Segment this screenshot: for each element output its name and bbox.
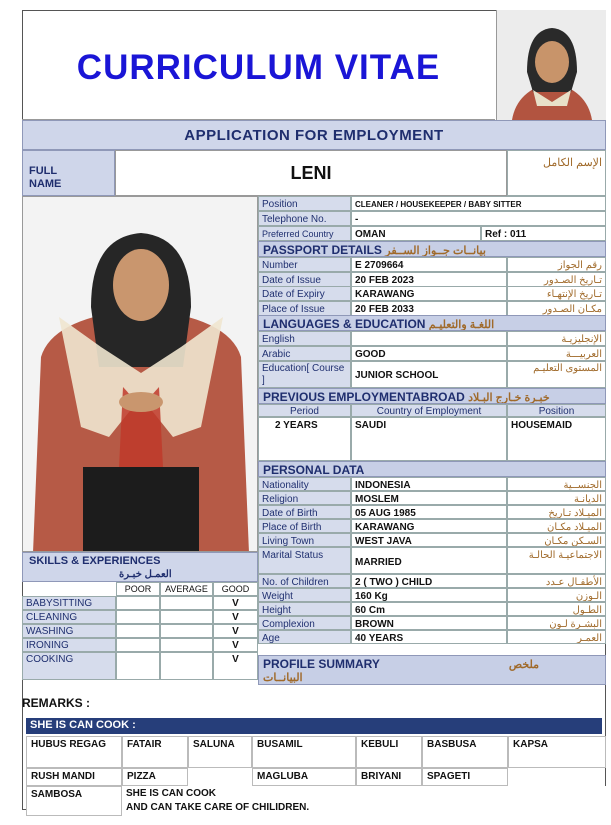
personal-field-label: Weight <box>258 588 351 602</box>
personal-field-label: Date of Birth <box>258 505 351 519</box>
personal-field-arabic: السـكن مكـان <box>507 533 606 547</box>
personal-field-arabic: البشـرة لـون <box>507 616 606 630</box>
education-arabic: المستوى التعليـم <box>507 361 606 388</box>
personal-field-arabic: الديانـة <box>507 491 606 505</box>
passport-field-label: Date of Expiry <box>258 286 351 301</box>
personal-field-value: WEST JAVA <box>351 533 507 547</box>
profile-title-arabic: البيانــات <box>263 672 303 684</box>
passport-field-label: Date of Issue <box>258 272 351 287</box>
reference-number: Ref : 011 <box>481 226 606 241</box>
personal-field-label: Place of Birth <box>258 519 351 533</box>
profile-title: PROFILE SUMMARY <box>263 657 380 671</box>
skill-average-cell <box>160 652 213 680</box>
passport-field-value: 20 FEB 2023 <box>351 272 507 287</box>
position-header: Position <box>507 404 606 417</box>
position-value: CLEANER / HOUSEKEEPER / BABY SITTER <box>351 196 606 211</box>
personal-title: PERSONAL DATA <box>263 463 365 477</box>
portrait-thumbnail-image <box>497 10 606 120</box>
remark-note-2: AND CAN TAKE CARE OF CHILIDREN. <box>122 801 606 816</box>
personal-field-arabic: الاجتماعيـة الحالـة <box>507 547 606 574</box>
personal-field-value: 60 Cm <box>351 602 507 616</box>
personal-field-label: Marital Status <box>258 547 351 574</box>
profile-arabic-right: ملخص <box>508 659 539 671</box>
personal-field-label: Religion <box>258 491 351 505</box>
passport-field-value: E 2709664 <box>351 257 507 272</box>
skills-section-title <box>22 552 258 582</box>
skill-label: BABYSITTING <box>22 596 116 610</box>
position-label: Position <box>258 196 351 211</box>
skill-good-mark: V <box>213 638 258 652</box>
passport-field-value: 20 FEB 2033 <box>351 301 507 316</box>
skill-label: CLEANING <box>22 610 116 624</box>
passport-field-label: Number <box>258 257 351 272</box>
personal-field-value: MARRIED <box>351 547 507 574</box>
dish-item: SPAGETI <box>422 768 508 786</box>
personal-field-value: 40 YEARS <box>351 630 507 644</box>
country-header: Country of Employment <box>351 404 507 417</box>
skill-good-mark: V <box>213 624 258 638</box>
personal-field-arabic: الميـلاد مكـان <box>507 519 606 533</box>
skill-poor-cell <box>116 596 160 610</box>
personal-field-arabic: الـوزن <box>507 588 606 602</box>
page-title: CURRICULUM VITAE <box>76 48 441 87</box>
arabic-label: Arabic <box>258 346 351 361</box>
dish-item: BASBUSA <box>422 736 508 768</box>
skills-title-arabic: العمـل خبـرة <box>119 569 172 580</box>
telephone-label: Telephone No. <box>258 211 351 226</box>
personal-field-label: Age <box>258 630 351 644</box>
good-header: GOOD <box>213 582 258 596</box>
full-name-label: FULL NAME <box>29 165 62 190</box>
skill-poor-cell <box>116 638 160 652</box>
skills-title: SKILLS & EXPERIENCES <box>29 555 161 567</box>
personal-field-value: BROWN <box>351 616 507 630</box>
skill-poor-cell <box>116 624 160 638</box>
personal-field-label: Living Town <box>258 533 351 547</box>
skill-good-mark: V <box>213 652 258 680</box>
dish-item: RUSH MANDI <box>26 768 122 786</box>
skill-label: WASHING <box>22 624 116 638</box>
profile-section-title <box>258 655 606 685</box>
skill-average-cell <box>160 596 213 610</box>
portrait-photo-image <box>23 197 258 552</box>
languages-title-arabic: اللغـة والتعليـم <box>428 319 495 331</box>
full-name-value: LENI <box>290 163 332 183</box>
application-title: APPLICATION FOR EMPLOYMENT <box>184 127 444 144</box>
passport-field-arabic: مكـان الصـدور <box>507 301 606 316</box>
personal-field-value: KARAWANG <box>351 519 507 533</box>
passport-field-arabic: تـاريخ الصـدور <box>507 272 606 287</box>
employment-country: SAUDI <box>351 417 507 461</box>
personal-field-value: 2 ( TWO ) CHILD <box>351 574 507 588</box>
dish-item: SAMBOSA <box>26 786 122 816</box>
dish-item: MAGLUBA <box>252 768 356 786</box>
personal-field-label: No. of Children <box>258 574 351 588</box>
skill-poor-cell <box>116 610 160 624</box>
employment-title: PREVIOUS EMPLOYMENTABROAD <box>263 390 465 404</box>
personal-field-label: Nationality <box>258 477 351 491</box>
dish-item: HUBUS REGAG <box>26 736 122 768</box>
english-value <box>351 331 507 346</box>
skill-average-cell <box>160 610 213 624</box>
personal-field-value: MOSLEM <box>351 491 507 505</box>
portrait-photo <box>22 196 258 552</box>
skill-average-cell <box>160 638 213 652</box>
employment-period: 2 YEARS <box>258 417 351 461</box>
personal-field-label: Height <box>258 602 351 616</box>
dish-item: KEBULI <box>356 736 422 768</box>
remark-note-1: SHE IS CAN COOK <box>122 786 606 802</box>
skill-average-cell <box>160 624 213 638</box>
passport-field-arabic: رقم الجواز <box>507 257 606 272</box>
application-banner <box>22 120 606 150</box>
skill-label: COOKING <box>22 652 116 680</box>
dish-item: SALUNA <box>188 736 252 768</box>
dish-item: FATAIR <box>122 736 188 768</box>
header <box>22 10 495 120</box>
personal-field-value: 05 AUG 1985 <box>351 505 507 519</box>
personal-field-value: INDONESIA <box>351 477 507 491</box>
passport-title: PASSPORT DETAILS <box>263 243 382 257</box>
arabic-value: GOOD <box>351 346 507 361</box>
personal-field-arabic: العمـر <box>507 630 606 644</box>
skill-label: IRONING <box>22 638 116 652</box>
education-label: Education[ Course ] <box>258 361 351 388</box>
skill-good-mark: V <box>213 596 258 610</box>
english-label: English <box>258 331 351 346</box>
dish-item: BRIYANI <box>356 768 422 786</box>
personal-field-arabic: الجنســية <box>507 477 606 491</box>
dish-item: KAPSA <box>508 736 606 768</box>
passport-title-arabic: بيانــات جــواز الســفر <box>385 245 486 257</box>
personal-field-arabic: الأطفـال عـدد <box>507 574 606 588</box>
passport-field-label: Place of Issue <box>258 301 351 316</box>
passport-field-arabic: تـاريخ الإنتهـاء <box>507 286 606 301</box>
personal-section-title <box>258 461 606 477</box>
portrait-thumbnail <box>496 10 606 120</box>
full-name-label-cell <box>22 150 115 196</box>
arabic-arabic: العربيـــة <box>507 346 606 361</box>
full-name-box <box>115 150 507 196</box>
education-value: JUNIOR SCHOOL <box>351 361 507 388</box>
personal-field-arabic: الطـول <box>507 602 606 616</box>
passport-field-value: KARAWANG <box>351 286 507 301</box>
cook-banner: SHE IS CAN COOK : <box>26 718 602 734</box>
preferred-country-label: Preferred Country <box>258 226 351 241</box>
languages-title: LANGUAGES & EDUCATION <box>263 317 426 331</box>
employment-section-title <box>258 388 606 404</box>
skill-good-mark: V <box>213 610 258 624</box>
preferred-country-value: OMAN <box>351 226 481 241</box>
personal-field-label: Complexion <box>258 616 351 630</box>
personal-field-arabic: الميـلاد تـاريخ <box>507 505 606 519</box>
employment-title-arabic: خبـرة خـارج البـلاد <box>468 392 550 404</box>
period-header: Period <box>258 404 351 417</box>
english-arabic: الإنجليزيـة <box>507 331 606 346</box>
poor-header: POOR <box>116 582 160 596</box>
personal-field-value: 160 Kg <box>351 588 507 602</box>
full-name-arabic: الإسم الكامل <box>507 150 606 196</box>
average-header: AVERAGE <box>160 582 213 596</box>
dish-item: PIZZA <box>122 768 188 786</box>
telephone-value: - <box>351 211 606 226</box>
languages-section-title <box>258 315 606 331</box>
skill-poor-cell <box>116 652 160 680</box>
passport-section-title <box>258 241 606 257</box>
remarks-title: REMARKS : <box>22 696 90 710</box>
employment-position: HOUSEMAID <box>507 417 606 461</box>
dish-item: BUSAMIL <box>252 736 356 768</box>
